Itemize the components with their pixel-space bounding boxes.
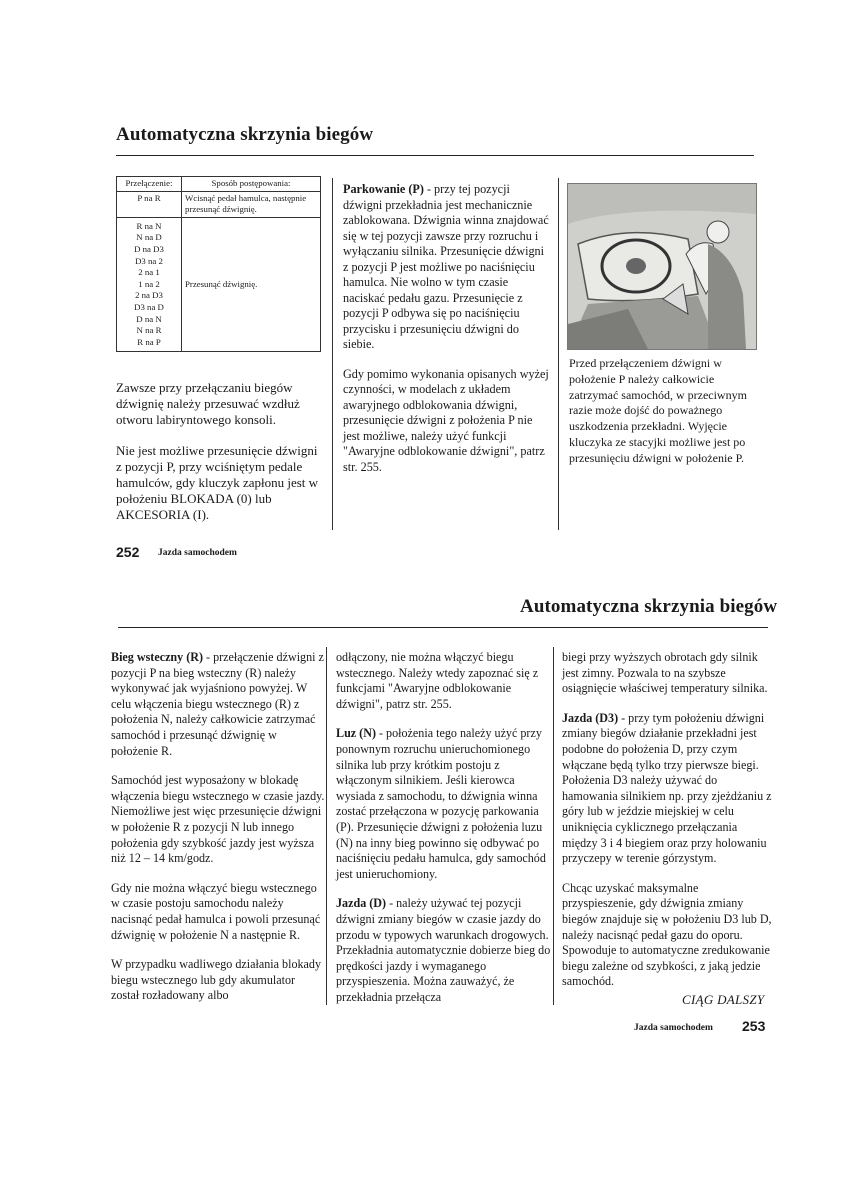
paragraph	[336, 896, 551, 1005]
paragraph	[336, 726, 551, 882]
table-cell-from: P na R	[117, 191, 182, 217]
column-divider	[326, 647, 327, 1005]
gear-shift-table	[116, 176, 321, 352]
paragraph: Nie jest możliwe przesunięcie dźwigni z pozycji P, przy wciśniętym pedale hamulców, gdy kluczyk zapłonu jest w położeniu BLOKADA (0) lub AKCESORIA (I).	[116, 442, 319, 523]
paragraph-text: - należy używać tej pozycji dźwigni zmiany biegów w czasie jazdy do przodu w typowych warunkach drogowych. Przekładnia automatycznie dobierze bieg do prędkości jazdy i wymaganego przyspieszenia. Można zauważyć, że przekładnia przełącza	[336, 896, 551, 1004]
photo-illustration	[568, 184, 756, 349]
term: Bieg wsteczny (R)	[111, 650, 204, 664]
footer-label: Jazda samochodem	[634, 1023, 713, 1033]
column-divider	[558, 178, 559, 530]
table-group-item: 1 na 2	[138, 278, 160, 289]
paragraph-text: biegi przy wyższych obrotach gdy silnik jest zimny. Pozwala to na szybsze osiągnięcie właściwej temperatury silnika.	[562, 650, 768, 696]
bottom-col-3	[562, 650, 772, 1004]
paragraph-text: - przełączenie dźwigni z pozycji P na bieg wsteczny (R) należy wykonywać jak wyjaśniono powyżej. W celu włączenia biegu wstecznego (R) z położenia N, należy całkowicie zatrzymać samochód i przesunąć dźwignię w położenie R.	[111, 650, 324, 758]
paragraph	[562, 650, 772, 697]
top-middle-column	[343, 182, 549, 489]
paragraph	[343, 182, 549, 353]
paragraph: Gdy pomimo wykonania opisanych wyżej czynności, w modelach z układem awaryjnego odblokowania dźwigni, przesunięcie dźwigni z położenia P nie jest możliwe, należy użyć funkcji "Awaryjne odblokowanie dźwigni", patrz str. 255.	[343, 366, 549, 474]
page-title: Automatyczna skrzynia biegów	[520, 596, 778, 617]
table-group-item: N na R	[136, 325, 162, 336]
photo-caption: Przed przełączeniem dźwigni w położenie P należy całkowicie zatrzymać samochód, w przeciwnym razie może dojść do poważnego uszkodzenia przekładni. Wyjęcie kluczyka ze stacyjki możliwe jest po przesunięciu dźwigni w położenie P.	[569, 356, 747, 465]
paragraph	[111, 773, 325, 867]
footer-label: Jazda samochodem	[158, 548, 237, 558]
page-number: 253	[742, 1018, 766, 1034]
paragraph	[336, 650, 551, 712]
table-group-item: D na N	[136, 313, 162, 324]
column-divider	[553, 647, 554, 1005]
table-cell-group-action: Przesunąć dźwignię.	[182, 217, 321, 352]
paragraph	[562, 711, 772, 867]
term: Jazda (D)	[336, 896, 387, 911]
column-divider	[332, 178, 333, 530]
table-cell-group	[117, 217, 182, 352]
term-parking: Parkowanie (P)	[343, 182, 424, 196]
bottom-col-1	[111, 650, 325, 1018]
table-header-shift: Przełączenie:	[117, 177, 182, 192]
paragraph-text: Gdy nie można włączyć biegu wstecznego w czasie postoju samochodu należy nacisnąć pedał hamulca i powoli przesunąć dźwignię w położenie N a następnie R.	[111, 880, 321, 942]
table-group-item: D na D3	[134, 243, 164, 254]
title-rule	[116, 155, 754, 156]
table-group-item: D3 na D	[134, 301, 164, 312]
table-header-method: Sposób postępowania:	[182, 177, 321, 192]
table-group-item: 2 na 1	[138, 267, 160, 278]
table-group-item: D3 na 2	[135, 255, 163, 266]
table-group-item: R na N	[136, 220, 162, 231]
term: Luz (N)	[336, 726, 376, 741]
top-left-column	[116, 380, 322, 538]
paragraph-text: Chcąc uzyskać maksymalne przyspieszenie, gdy dźwignia zmiany biegów znajduje się w położeniu D3 lub D, należy nacisnąć pedał gazu do oporu. Spowoduje to automatyczne zredukowanie biegu zależne od szybkości, z jaką jedzie samochód.	[562, 880, 772, 989]
paragraph-text: W przypadku wadliwego działania blokady biegu wstecznego lub gdy akumulator został rozładowany albo	[111, 957, 322, 1003]
term: Jazda (D3)	[562, 710, 619, 725]
paragraph	[562, 881, 772, 990]
paragraph-text: - przy tej pozycji dźwigni przekładnia jest mechanicznie zablokowana. Dźwignia winna znajdować się w tej pozycji zawsze przy rozruchu i wyłączaniu silnika. Przesunięcie dźwigni z pozycji P jest możliwe po naciśnięciu hamulca. Nie wolno w tym czasie naciskać pedału gazu. Przesunięcie z pozycji P odbywa się po naciśnięciu przycisku i przesunięciu dźwigni do siebie.	[343, 182, 549, 351]
table-cell-action: Wcisnąć pedał hamulca, następnie przesunąć dźwignię.	[182, 191, 321, 217]
paragraph-text: odłączony, nie można włączyć biegu wstecznego. Należy wtedy zapoznać się z funkcjami "Awaryjne odblokowanie dźwigni", patrz str. 255.	[336, 650, 539, 711]
bottom-col-2	[336, 650, 551, 1019]
paragraph-text: - przy tym położeniu dźwigni zmiany biegów działanie przekładni jest podobne do położenia D, przy czym włączane będą tylko trzy pierwsze biegi. Położenia D3 należy używać do hamowania silnikiem np. przy zjeżdżaniu z góry lub w jeździe miejskiej w celu uniknięcia cyklicznego przełączania między 3 i 4 biegiem oraz przy holowaniu przyczepy w terenie górzystym.	[562, 710, 772, 866]
paragraph-text: - położenia tego należy użyć przy ponownym rozruchu unieruchomionego silnika lub przy krótkim postoju z włączonym silnikiem. Jeśli kierowca wysiada z samochodu, to dźwignia winna zostać przełączona w pozycję parkowania (P). Przesunięcie dźwigni z położenia luzu (N) na inny bieg powinno się odbywać po naciśnięciu pedału hamulca, gdy samochód jest unieruchomiony.	[336, 726, 546, 881]
continued-label: CIĄG DALSZY	[682, 992, 765, 1007]
table-group-item: N na D	[136, 232, 162, 243]
title-rule	[118, 627, 768, 628]
driver-at-steering-wheel-photo	[567, 183, 757, 350]
paragraph	[111, 650, 325, 759]
paragraph-text: Samochód jest wyposażony w blokadę włączenia biegu wstecznego w czasie jazdy. Niemożliwe jest więc przesunięcie dźwigni w położenie R z pozycji N lub innego położenia gdy szybkość jazdy jest wyższa niż 12 – 14 km/godz.	[111, 773, 325, 866]
page-number: 252	[116, 544, 140, 560]
table-group-item: R na P	[137, 336, 161, 347]
paragraph: Zawsze przy przełączaniu biegów dźwignię należy przesuwać wzdłuż otworu labiryntowego konsoli.	[116, 380, 300, 428]
page-title: Automatyczna skrzynia biegów	[116, 124, 374, 145]
paragraph	[111, 881, 325, 943]
paragraph	[111, 957, 325, 1004]
table-group-item: 2 na D3	[135, 290, 163, 301]
